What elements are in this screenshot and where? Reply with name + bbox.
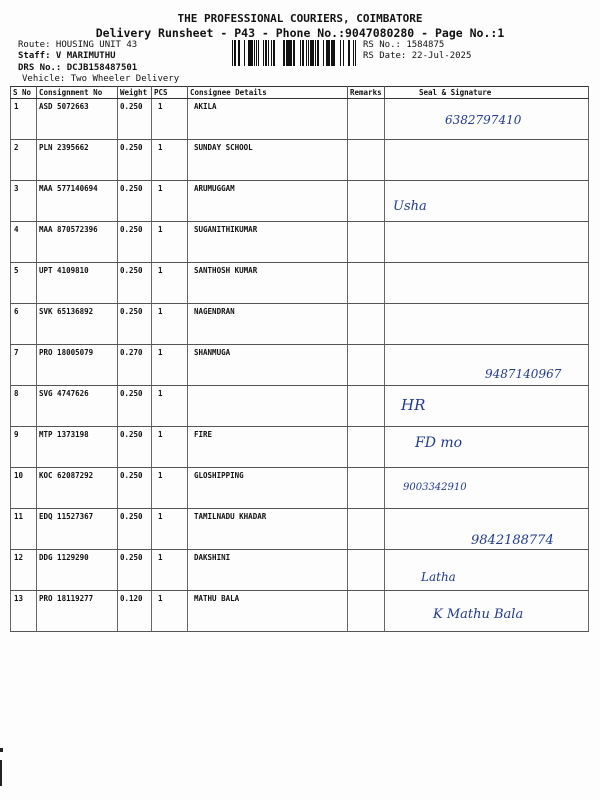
row-consignment: PLN 2395662	[37, 140, 118, 181]
row-signature	[385, 591, 589, 632]
table-row	[11, 468, 589, 509]
row-sno: 1	[11, 99, 37, 140]
row-consignee: MATHU BALA	[188, 591, 348, 632]
row-pcs: 1	[152, 386, 188, 427]
scan-edge-mark	[0, 760, 2, 786]
row-signature	[385, 263, 589, 304]
row-consignee: FIRE	[188, 427, 348, 468]
row-weight: 0.120	[118, 591, 152, 632]
col-consignment: Consignment No	[37, 87, 118, 99]
table-row	[11, 181, 589, 222]
row-consignee: ARUMUGGAM	[188, 181, 348, 222]
runsheet-subtitle: Delivery Runsheet - P43 - Phone No.:9047080280 - Page No.:1	[95, 26, 505, 40]
row-pcs: 1	[152, 345, 188, 386]
row-consignment: DDG 1129290	[37, 550, 118, 591]
row-pcs: 1	[152, 427, 188, 468]
row-sno: 3	[11, 181, 37, 222]
vehicle: Vehicle: Two Wheeler Delivery	[22, 74, 180, 84]
row-signature	[385, 222, 589, 263]
col-sno: S No	[11, 87, 37, 99]
table-row	[11, 427, 589, 468]
row-pcs: 1	[152, 509, 188, 550]
table-row	[11, 99, 589, 140]
row-signature	[385, 345, 589, 386]
route: Route: HOUSING UNIT 43	[18, 40, 138, 50]
row-pcs: 1	[152, 222, 188, 263]
row-consignment: MTP 1373198	[37, 427, 118, 468]
row-sno: 13	[11, 591, 37, 632]
row-weight: 0.250	[118, 99, 152, 140]
row-pcs: 1	[152, 140, 188, 181]
table-row	[11, 550, 589, 591]
row-signature	[385, 304, 589, 345]
rs-number: RS No.: 1584875	[363, 40, 445, 50]
row-consignee: AKILA	[188, 99, 348, 140]
drs-number: DRS No.: DCJB158487501	[18, 63, 138, 73]
table-row	[11, 304, 589, 345]
row-sno: 2	[11, 140, 37, 181]
table-header-row	[11, 87, 589, 99]
row-consignment: KOC 62087292	[37, 468, 118, 509]
row-sno: 12	[11, 550, 37, 591]
row-signature	[385, 386, 589, 427]
handwritten-signature: 6382797410	[445, 113, 522, 127]
row-sno: 10	[11, 468, 37, 509]
row-remarks	[348, 468, 385, 509]
row-weight: 0.250	[118, 427, 152, 468]
row-signature	[385, 550, 589, 591]
handwritten-signature: 9487140967	[485, 367, 562, 381]
row-remarks	[348, 140, 385, 181]
row-remarks	[348, 427, 385, 468]
row-consignment: ASD 5072663	[37, 99, 118, 140]
row-consignment: PRO 18119277	[37, 591, 118, 632]
table-row	[11, 509, 589, 550]
row-sno: 7	[11, 345, 37, 386]
row-weight: 0.250	[118, 263, 152, 304]
row-signature	[385, 509, 589, 550]
row-remarks	[348, 181, 385, 222]
row-pcs: 1	[152, 99, 188, 140]
row-consignment: EDQ 11527367	[37, 509, 118, 550]
row-pcs: 1	[152, 468, 188, 509]
row-weight: 0.250	[118, 222, 152, 263]
row-signature	[385, 468, 589, 509]
row-remarks	[348, 550, 385, 591]
row-weight: 0.250	[118, 550, 152, 591]
handwritten-signature: Usha	[393, 199, 427, 214]
row-consignment: MAA 577140694	[37, 181, 118, 222]
row-weight: 0.250	[118, 509, 152, 550]
row-consignee	[188, 386, 348, 427]
row-pcs: 1	[152, 263, 188, 304]
row-sno: 9	[11, 427, 37, 468]
col-pcs: PCS	[152, 87, 188, 99]
handwritten-signature: K Mathu Bala	[433, 607, 524, 622]
row-signature	[385, 140, 589, 181]
table-row	[11, 140, 589, 181]
runsheet-table	[10, 86, 589, 632]
row-sno: 8	[11, 386, 37, 427]
handwritten-signature: 9842188774	[471, 533, 554, 548]
col-remarks: Remarks	[348, 87, 385, 99]
row-weight: 0.250	[118, 304, 152, 345]
row-weight: 0.270	[118, 345, 152, 386]
staff: Staff: V MARIMUTHU	[18, 51, 116, 61]
row-remarks	[348, 304, 385, 345]
handwritten-signature: 9003342910	[403, 482, 467, 493]
row-consignee: NAGENDRAN	[188, 304, 348, 345]
row-remarks	[348, 386, 385, 427]
row-remarks	[348, 509, 385, 550]
row-signature	[385, 427, 589, 468]
row-consignee: SUNDAY SCHOOL	[188, 140, 348, 181]
row-sno: 11	[11, 509, 37, 550]
handwritten-signature: HR	[401, 396, 426, 414]
row-consignment: SVK 65136892	[37, 304, 118, 345]
row-weight: 0.250	[118, 386, 152, 427]
table-row	[11, 263, 589, 304]
row-remarks	[348, 345, 385, 386]
table-row	[11, 222, 589, 263]
handwritten-signature: FD mo	[415, 435, 463, 451]
row-signature	[385, 181, 589, 222]
table-row	[11, 591, 589, 632]
row-consignee: GLOSHIPPING	[188, 468, 348, 509]
row-pcs: 1	[152, 181, 188, 222]
row-consignment: UPT 4109810	[37, 263, 118, 304]
scan-edge-mark	[0, 748, 3, 752]
row-weight: 0.250	[118, 181, 152, 222]
col-signature: Seal & Signature	[385, 87, 589, 99]
row-sno: 5	[11, 263, 37, 304]
row-consignment: SVG 4747626	[37, 386, 118, 427]
company-title: THE PROFESSIONAL COURIERS, COIMBATORE	[177, 12, 423, 25]
handwritten-signature: Latha	[421, 570, 456, 584]
row-sno: 4	[11, 222, 37, 263]
table-row	[11, 345, 589, 386]
row-pcs: 1	[152, 591, 188, 632]
row-remarks	[348, 99, 385, 140]
row-weight: 0.250	[118, 140, 152, 181]
row-remarks	[348, 222, 385, 263]
row-consignee: DAKSHINI	[188, 550, 348, 591]
row-signature	[385, 99, 589, 140]
table-row	[11, 386, 589, 427]
row-consignment: MAA 870572396	[37, 222, 118, 263]
row-pcs: 1	[152, 304, 188, 345]
row-consignee: SHANMUGA	[188, 345, 348, 386]
row-consignment: PRO 18005079	[37, 345, 118, 386]
barcode	[232, 40, 357, 66]
row-consignee: SUGANITHIKUMAR	[188, 222, 348, 263]
row-consignee: TAMILNADU KHADAR	[188, 509, 348, 550]
row-pcs: 1	[152, 550, 188, 591]
row-remarks	[348, 591, 385, 632]
row-consignee: SANTHOSH KUMAR	[188, 263, 348, 304]
col-consignee: Consignee Details	[188, 87, 348, 99]
row-sno: 6	[11, 304, 37, 345]
col-weight: Weight	[118, 87, 152, 99]
row-weight: 0.250	[118, 468, 152, 509]
row-remarks	[348, 263, 385, 304]
rs-date: RS Date: 22-Jul-2025	[363, 51, 472, 61]
